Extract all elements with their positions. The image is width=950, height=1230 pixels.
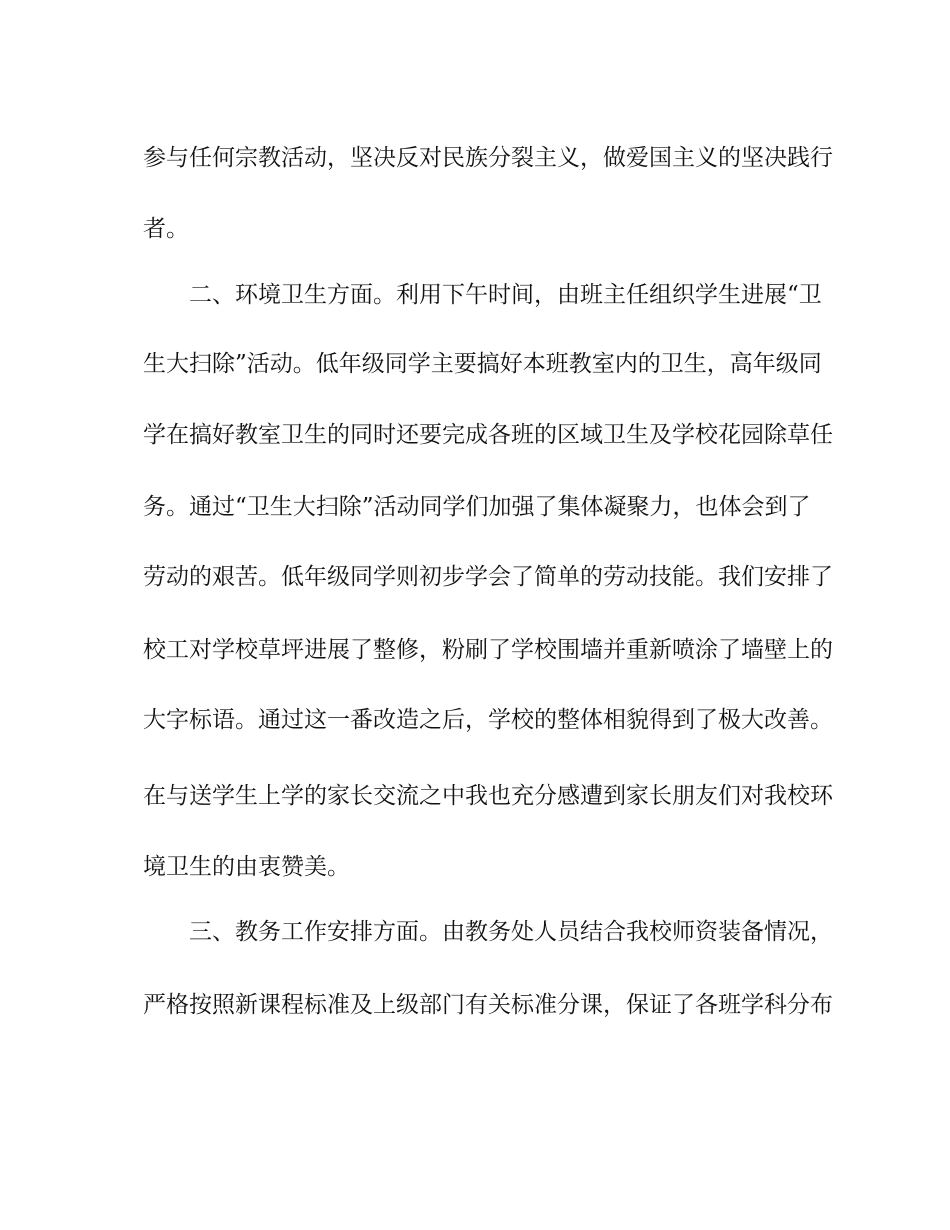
text-line: 参与任何宗教活动，坚决反对民族分裂主义，做爱国主义的坚决践行 (143, 145, 833, 171)
text-line: 学在搞好教室卫生的同时还要完成各班的区域卫生及学校花园除草任 (143, 422, 833, 448)
text-line: 境卫生的由衷赞美。 (143, 854, 350, 880)
text-line: 校工对学校草坪进展了整修，粉刷了学校围墙并重新喷涂了墙壁上的 (143, 637, 833, 663)
text-line: 务。通过“卫生大扫除”活动同学们加强了集体凝聚力，也体会到了 (143, 494, 811, 520)
text-line: 者。 (143, 216, 189, 242)
paragraph-start-line: 三、教务工作安排方面。由教务处人员结合我校师资装备情况， (189, 919, 833, 945)
text-line: 生大扫除”活动。低年级同学主要搞好本班教室内的卫生，高年级同 (143, 351, 822, 377)
text-line: 严格按照新课程标准及上级部门有关标准分课，保证了各班学科分布 (143, 992, 833, 1018)
text-line: 在与送学生上学的家长交流之中我也充分感遭到家长朋友们对我校环 (143, 783, 833, 809)
text-line: 劳动的艰苦。低年级同学则初步学会了简单的劳动技能。我们安排了 (143, 564, 833, 590)
text-line: 大字标语。通过这一番改造之后，学校的整体相貌得到了极大改善。 (143, 707, 833, 733)
paragraph-start-line: 二、环境卫生方面。利用下午时间，由班主任组织学生进展“卫 (189, 282, 822, 308)
